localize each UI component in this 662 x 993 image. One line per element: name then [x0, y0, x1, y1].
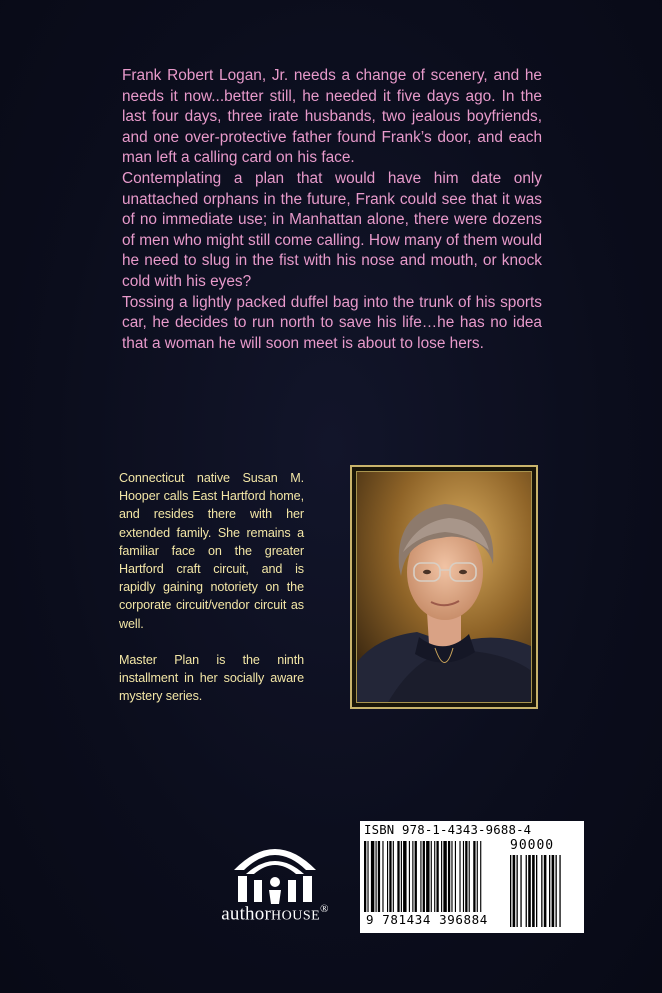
author-bio: [119, 469, 304, 723]
barcode-bar: [423, 841, 425, 919]
addon-bar: [528, 855, 531, 927]
addon-bar: [552, 855, 555, 927]
isbn-label: ISBN 978-1-4343-9688-4: [364, 823, 532, 837]
addon-bar: [532, 855, 535, 927]
barcode-bar: [382, 841, 383, 919]
barcode-bar: [463, 841, 464, 919]
addon-bar: [536, 855, 537, 927]
addon-bar: [526, 855, 527, 927]
addon-bar: [544, 855, 547, 927]
blurb-paragraph-2: Contemplating a plan that would have him date only unattached orphans in the future, Frank could see that it was of no immediate use; in Manhattan alone, there were dozens of men who might still come calling. How many of them would he need to slug in the fist with his nose and mouth, or knock cold with his eyes?: [122, 169, 542, 290]
publisher-name-part2: HOUSE: [271, 908, 321, 924]
barcode-bar: [403, 841, 406, 919]
barcode-bar: [415, 841, 417, 919]
author-photo-frame: [350, 465, 538, 709]
addon-bar: [549, 855, 550, 927]
blurb-paragraph-3: Tossing a lightly packed duffel bag into the trunk of his sports car, he decides to run north to save his life…he has no idea that a woman he will soon meet is about to lose hers.: [122, 293, 542, 352]
author-portrait-illustration: [357, 472, 532, 703]
barcode-bar: [397, 841, 399, 919]
barcode-bar: [378, 841, 380, 919]
addon-bar: [541, 855, 542, 927]
addon-bar: [520, 855, 521, 927]
barcode-bar: [436, 841, 438, 919]
barcode-bar: [367, 841, 368, 919]
barcode-bar: [431, 841, 432, 919]
barcode-bar: [401, 841, 402, 919]
barcode-bar: [443, 841, 446, 919]
publisher-name-part1: author: [221, 903, 271, 925]
barcode-bar: [469, 841, 470, 919]
barcode-bar: [371, 841, 374, 919]
barcode-bar: [448, 841, 450, 919]
barcode-bar: [409, 841, 410, 919]
ean-digits: 9 781434 396884: [366, 912, 488, 927]
bio-paragraph-1: Connecticut native Susan M. Hooper calls East Hartford home, and resides there with her extended family. She remains a familiar face on the greater Hartford craft circuit, and is rapidly gaining notoriety on the corporate circuit/vendor circuit as well.: [119, 471, 304, 631]
barcode-bar: [459, 841, 460, 919]
barcode-bar: [389, 841, 391, 919]
registered-mark: ®: [320, 903, 329, 915]
addon-bar: [517, 855, 518, 927]
addon-bar: [556, 855, 557, 927]
barcode-bar: [455, 841, 456, 919]
barcode-bar: [364, 841, 366, 919]
barcode-bar: [480, 841, 481, 919]
blurb: [122, 66, 542, 354]
barcode-bar: [477, 841, 478, 919]
bio-paragraph-2: Master Plan is the ninth installment in her socially aware mystery series.: [119, 652, 304, 704]
barcode-bar: [473, 841, 475, 919]
barcode-bar: [412, 841, 413, 919]
barcode-bar: [451, 841, 452, 919]
addon-digits: 90000: [510, 838, 555, 853]
publisher-logo-text: [200, 903, 350, 925]
addon-bar: [513, 855, 516, 927]
barcode-bar: [420, 841, 421, 919]
barcode-bar: [465, 841, 467, 919]
barcode-bar: [387, 841, 388, 919]
addon-bar: [559, 855, 560, 927]
barcode-bar: [393, 841, 394, 919]
barcode-bar: [426, 841, 429, 919]
blurb-paragraph-1: Frank Robert Logan, Jr. needs a change of scenery, and he needs it now...better still, he needed it five days ago. In the last four days, three irate husbands, two jealous boyfriends, and one over-protective father found Frank’s door, and each man left a calling card on his face.: [122, 67, 542, 167]
barcode-bar: [434, 841, 435, 919]
author-photo: [356, 471, 532, 703]
addon-bar: [510, 855, 511, 927]
barcode-bar: [441, 841, 442, 919]
barcode-bar: [376, 841, 377, 919]
